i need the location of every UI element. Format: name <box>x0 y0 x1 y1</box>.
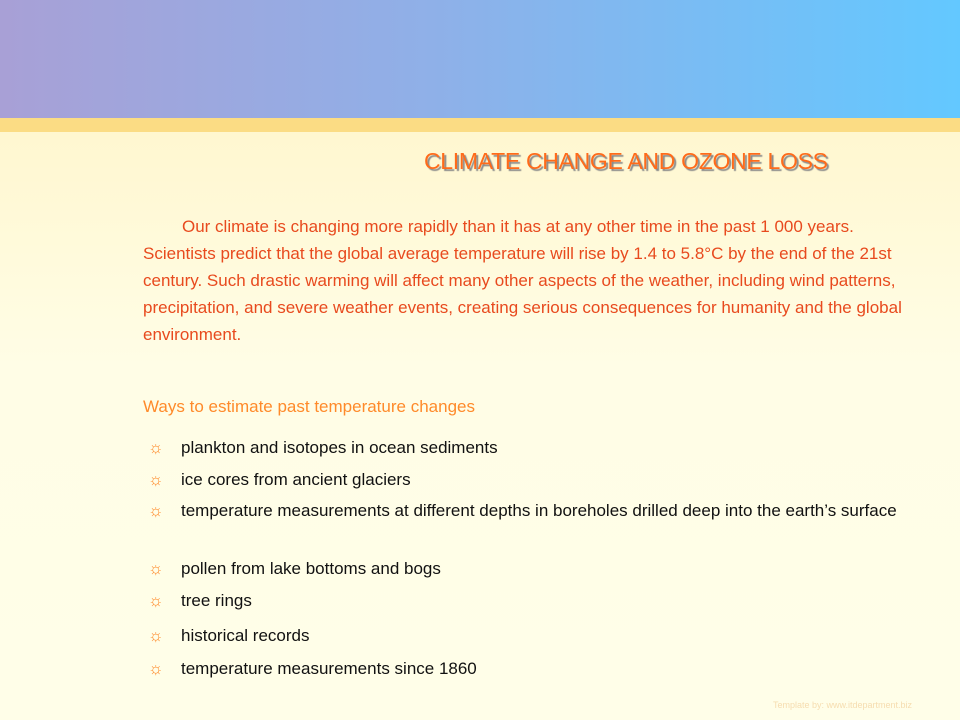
intro-paragraph <box>143 213 923 348</box>
sun-bullet-icon: ☼ <box>148 659 164 678</box>
list-item-text: plankton and isotopes in ocean sediments <box>181 438 498 457</box>
list-item <box>148 466 918 493</box>
list-item <box>148 587 918 614</box>
slide-title: CLIMATE CHANGE AND OZONE LOSS <box>424 148 828 174</box>
sun-bullet-icon: ☼ <box>148 501 164 520</box>
list-heading: Ways to estimate past temperature changes <box>143 397 475 416</box>
list-item <box>148 434 918 461</box>
list-item-text: temperature measurements since 1860 <box>181 659 477 678</box>
list-item-text: ice cores from ancient glaciers <box>181 470 411 489</box>
header-stripe <box>0 118 960 132</box>
header-band <box>0 0 960 118</box>
list-item <box>148 555 918 582</box>
list-item-text: historical records <box>181 626 310 645</box>
template-credit: Template by: www.itdepartment.biz <box>773 700 913 710</box>
sun-bullet-icon: ☼ <box>148 626 164 645</box>
sun-bullet-icon: ☼ <box>148 470 164 489</box>
list-item <box>148 622 918 649</box>
list-item-text: tree rings <box>181 591 252 610</box>
sun-bullet-icon: ☼ <box>148 591 164 610</box>
list-item-text: pollen from lake bottoms and bogs <box>181 559 441 578</box>
list-item <box>148 497 918 524</box>
list-item <box>148 655 918 682</box>
sun-bullet-icon: ☼ <box>148 438 164 457</box>
list-item-text: temperature measurements at different depths in boreholes drilled deep into the earth’s surface <box>181 501 897 520</box>
sun-bullet-icon: ☼ <box>148 559 164 578</box>
intro-text: Our climate is changing more rapidly than it has at any other time in the past 1 000 years. Scientists predict that the global average temperature will rise by 1.4 to 5.8°C by the end of the 21st century. Such drastic warming will affect many other aspects of the weather, including wind patterns, precipitation, and severe weather events, creating serious consequences for humanity and the global environment. <box>143 217 902 344</box>
